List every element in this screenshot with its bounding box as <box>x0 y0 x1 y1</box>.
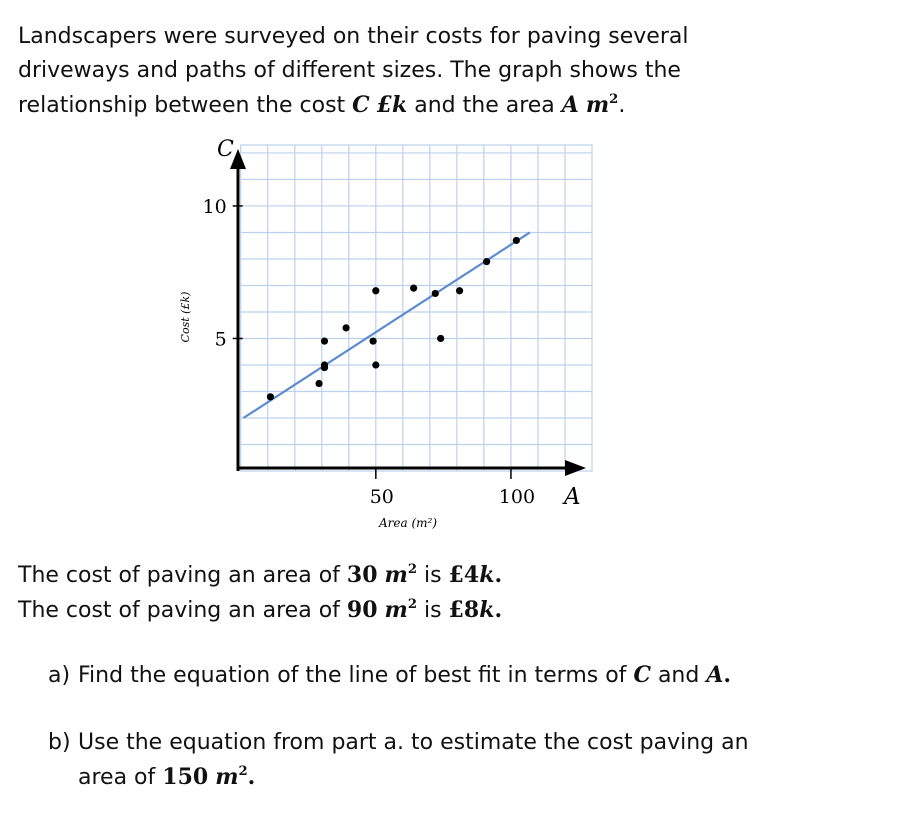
question-a-end: . <box>723 662 732 688</box>
question-b-sq: 2 <box>238 764 248 780</box>
data-point <box>321 361 328 368</box>
data-point <box>370 338 377 345</box>
chart-grid <box>241 145 592 471</box>
x-axis-letter: A <box>564 484 581 510</box>
fact-2-area: 90 <box>346 597 378 623</box>
fact-1-area: 30 <box>346 562 378 588</box>
fact-2-k: k <box>479 597 495 623</box>
var-a: A <box>561 92 579 118</box>
fact-2-cost: £8 <box>448 597 480 623</box>
data-point <box>410 285 417 292</box>
data-point <box>315 380 322 387</box>
data-point <box>342 324 349 331</box>
question-a-a: A <box>706 662 724 688</box>
x-axis-label: Area (m²) <box>378 516 438 530</box>
question-b-label: b) <box>48 730 71 755</box>
intro-line-3-mid: and the area <box>407 93 562 118</box>
question-a-c: C <box>633 662 651 688</box>
data-point <box>437 335 444 342</box>
y-axis-label: Cost (£k) <box>179 291 192 343</box>
fact-2-is: is <box>417 598 449 623</box>
fact-1-k: k <box>479 562 495 588</box>
data-point <box>267 393 274 400</box>
data-point <box>456 287 463 294</box>
question-b-m: m <box>215 764 239 790</box>
intro-line-1: Landscapers were surveyed on their costs for paving several <box>18 24 689 49</box>
fact-2-sq: 2 <box>407 597 417 613</box>
x-tick-label: 100 <box>498 486 536 508</box>
y-axis-letter: C <box>217 137 234 162</box>
squared: 2 <box>609 92 619 108</box>
data-point <box>483 258 490 265</box>
facts-paragraph <box>18 558 502 628</box>
scatter-chart <box>160 135 610 540</box>
intro-end: . <box>618 93 626 118</box>
grid-border <box>241 145 592 471</box>
question-b-line-2: area of <box>78 765 163 790</box>
question-a-label: a) <box>48 663 71 688</box>
question-a <box>48 658 731 693</box>
question-a-and: and <box>650 663 707 688</box>
data-point <box>321 338 328 345</box>
y-tick-label: 5 <box>214 328 227 351</box>
fact-2-dot: . <box>494 597 503 623</box>
fact-1-m: m <box>384 562 408 588</box>
intro-paragraph <box>18 20 688 123</box>
scatter-points <box>267 237 520 401</box>
fact-2-text: The cost of paving an area of <box>18 598 347 623</box>
fact-1-sq: 2 <box>407 562 417 578</box>
var-c: C <box>352 92 370 118</box>
fact-2-m: m <box>384 597 408 623</box>
data-point <box>432 290 439 297</box>
question-b-line-1: Use the equation from part a. to estimate the cost paving an <box>78 730 749 755</box>
y-tick-label: 10 <box>202 195 227 218</box>
fact-1-text: The cost of paving an area of <box>18 563 347 588</box>
x-axis-arrow <box>565 460 586 476</box>
data-point <box>372 287 379 294</box>
unit-ck: £k <box>376 92 408 118</box>
question-a-text: Find the equation of the line of best fit in terms of <box>78 663 634 688</box>
intro-line-3: relationship between the cost <box>18 93 353 118</box>
fact-1-dot: . <box>494 562 503 588</box>
fact-1-is: is <box>417 563 449 588</box>
chart-ticks <box>203 196 536 508</box>
question-b-area: 150 <box>162 764 209 790</box>
question-b-end: . <box>247 764 256 790</box>
x-tick-label: 50 <box>369 486 394 508</box>
data-point <box>513 237 520 244</box>
data-point <box>372 361 379 368</box>
intro-line-2: driveways and paths of different sizes. The graph shows the <box>18 58 681 83</box>
unit-m: m <box>585 92 610 118</box>
fact-1-cost: £4 <box>448 562 480 588</box>
question-b <box>48 726 749 795</box>
